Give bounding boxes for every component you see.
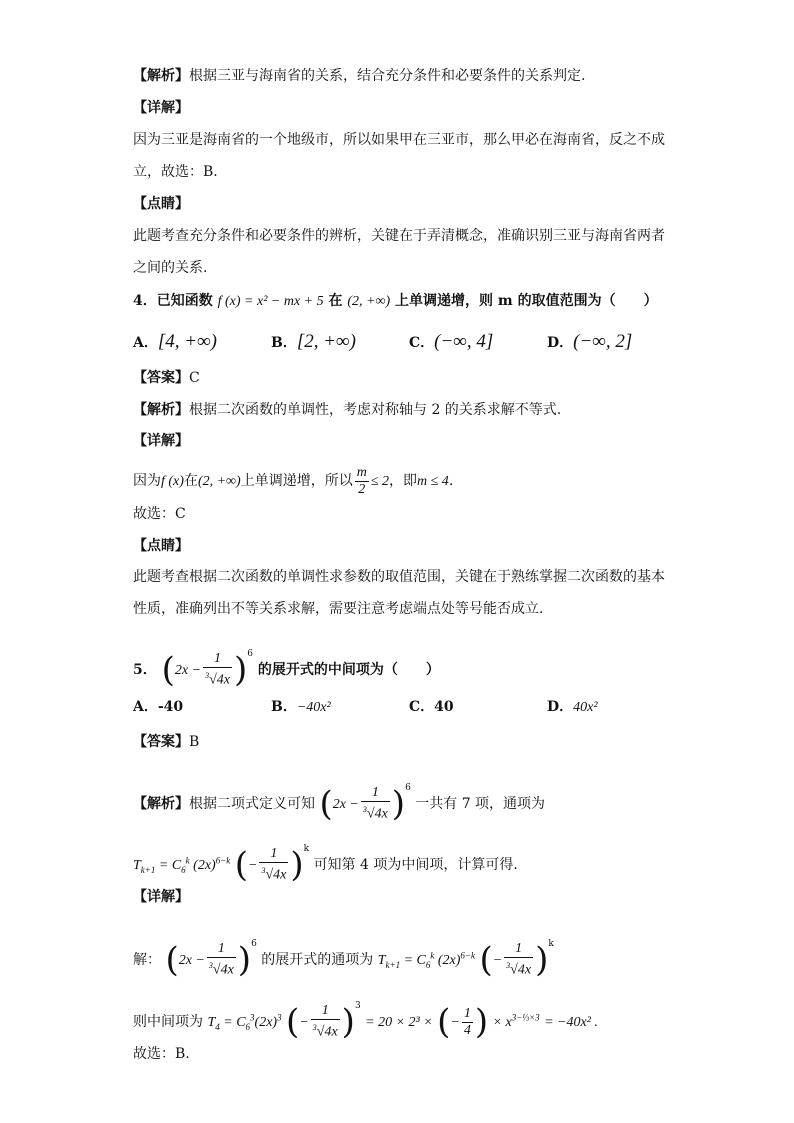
q5-answer-value: B bbox=[189, 734, 200, 750]
q4-detail-inequality: ≤ 2 bbox=[370, 474, 390, 489]
q5-general-term-line: $T_{k+1} = C_6^k$ $(2x)^{6-k}$ (− $\frac{1}{^3√4x}$ )$^k$ 可知第 4 项为中间项，计算可得. bbox=[133, 844, 518, 885]
analysis-tag: 【解析】 bbox=[133, 402, 189, 418]
q4-detail-mid: 上单调递增，所以 bbox=[240, 473, 353, 489]
q5-number: 5． bbox=[133, 662, 157, 678]
q4-stem-post: 上单调递增，则 m 的取值范围为（ ） bbox=[395, 293, 658, 309]
q4-comment-line2: 性质，准确列出不等关系求解，需要注意考虑端点处等号能否成立. bbox=[133, 601, 544, 617]
q3-detail-tag-line bbox=[133, 98, 189, 118]
analysis-tag: 【解析】 bbox=[133, 796, 189, 812]
q4-option-b-label: B． bbox=[271, 335, 297, 351]
q4-detail-end: . bbox=[448, 473, 454, 489]
q4-detail-pre: 因为 bbox=[133, 473, 161, 489]
q4-detail-function: f (x) bbox=[161, 474, 184, 489]
q5-general-term-post: 可知第 4 项为中间项，计算可得. bbox=[313, 857, 518, 873]
q5-option-d bbox=[547, 696, 598, 716]
q5-detail-mid: 的展开式的通项为 bbox=[261, 952, 374, 968]
q5-analysis-line: 【解析】根据二项式定义可知 (2x − $\frac{1}{^3√4x}$ )$^6$ 一共有 7 项，通项为 bbox=[133, 783, 546, 824]
q5-conclusion: 故选：B. bbox=[133, 1046, 190, 1062]
q4-comment-line1: 此题考查根据二次函数的单调性求参数的取值范围，关键在于熟练掌握二次函数的基本 bbox=[133, 569, 665, 585]
q5-option-c-value: 40 bbox=[434, 699, 454, 715]
answer-tag: 【答案】 bbox=[133, 370, 189, 386]
q4-detail-in: 在 bbox=[183, 473, 198, 489]
q4-function: f (x) = x² − mx + 5 bbox=[217, 294, 324, 309]
q5-detail-line: 解： (2x − $\frac{1}{^3√4x}$ )$^6$ 的展开式的通项为 $T_{k+1} = C_6^k$ $(2x)^{6-k}$ (− $\frac{1}{^3√4x}$ )$^k$ bbox=[133, 939, 554, 980]
q4-option-d-label: D． bbox=[547, 335, 574, 351]
q4-detail-line bbox=[133, 464, 453, 499]
q5-option-c-label: C． bbox=[409, 699, 435, 715]
q4-detail-tag-line bbox=[133, 431, 189, 451]
q5-middle-term-line: 则中间项为 $T_4 = C_6^3(2x)^3$ (− $\frac{1}{^3√4x}$ )$^3$ = 20 × 2³ × (− $\frac{1}{4}$ ) × $x^{3-\frac{1}{3}\times 3} = -40x^2$ . bbox=[133, 1001, 598, 1042]
q4-comment-tag-line bbox=[133, 536, 189, 556]
q4-option-b-value: [2, +∞) bbox=[296, 331, 356, 352]
q4-analysis-text: 根据二次函数的单调性，考虑对称轴与 2 的关系求解不等式. bbox=[189, 402, 562, 418]
q4-detail-result: m ≤ 4 bbox=[417, 474, 449, 489]
q5-detail-pre: 解： bbox=[133, 952, 161, 968]
q4-option-d bbox=[547, 331, 632, 353]
q4-fraction-denominator: 2 bbox=[358, 481, 366, 497]
q4-answer-line bbox=[133, 368, 200, 388]
q4-option-a bbox=[133, 331, 217, 353]
q5-middle-eq: = 20 × 2³ × bbox=[365, 1015, 433, 1030]
q4-fraction-numerator: m bbox=[356, 464, 367, 480]
q4-option-b bbox=[271, 331, 356, 353]
q5-stem-post: 的展开式的中间项为（ ） bbox=[257, 662, 440, 678]
q4-conclusion: 故选：C bbox=[133, 506, 186, 522]
q4-option-c-label: C． bbox=[409, 335, 435, 351]
detail-tag: 【详解】 bbox=[133, 889, 189, 905]
comment-tag: 【点睛】 bbox=[133, 196, 189, 212]
q3-comment-line2: 之间的关系. bbox=[133, 260, 208, 276]
q3-detail-line2: 立，故选：B. bbox=[133, 164, 218, 180]
q4-option-c-value: (−∞, 4] bbox=[434, 331, 494, 352]
q4-detail-fraction bbox=[355, 465, 369, 498]
q4-stem bbox=[133, 291, 658, 312]
q5-option-c bbox=[409, 696, 454, 716]
q5-stem: 5． (2x − $\frac{1}{^3√4x}$ )$^6$ 的展开式的中间项为（ ） bbox=[133, 649, 440, 690]
q5-answer-line bbox=[133, 732, 199, 752]
q4-option-a-value: [4, +∞) bbox=[157, 331, 217, 352]
q3-analysis-line bbox=[133, 66, 585, 86]
q4-interval: (2, +∞) bbox=[347, 294, 391, 309]
comment-tag: 【点睛】 bbox=[133, 538, 189, 554]
q5-detail-tag-line bbox=[133, 887, 189, 907]
q5-analysis-pre: 根据二项式定义可知 bbox=[189, 796, 315, 812]
q5-middle-pre: 则中间项为 bbox=[133, 1014, 203, 1030]
q5-option-b bbox=[271, 696, 331, 716]
q5-middle-end: = −40x² . bbox=[544, 1015, 598, 1030]
q4-option-d-value: (−∞, 2] bbox=[573, 331, 633, 352]
q5-option-a-value: -40 bbox=[157, 699, 184, 715]
q3-comment-line1: 此题考查充分条件和必要条件的辨析，关键在于弄清概念，准确识别三亚与海南省两者 bbox=[133, 228, 665, 244]
q4-detail-interval: (2, +∞) bbox=[197, 474, 241, 489]
q5-option-a-label: A． bbox=[133, 699, 158, 715]
q5-option-d-value: 40x² bbox=[573, 700, 598, 715]
analysis-tag: 【解析】 bbox=[133, 68, 189, 84]
q4-detail-post: ，即 bbox=[389, 473, 418, 489]
q4-stem-mid: 在 bbox=[328, 293, 343, 309]
q5-option-a bbox=[133, 696, 183, 716]
q5-option-b-label: B． bbox=[271, 699, 297, 715]
q3-comment-tag-line bbox=[133, 194, 189, 214]
answer-tag: 【答案】 bbox=[133, 734, 189, 750]
q5-option-b-value: −40x² bbox=[296, 700, 331, 715]
q4-option-c bbox=[409, 331, 493, 353]
detail-tag: 【详解】 bbox=[133, 100, 189, 116]
detail-tag: 【详解】 bbox=[133, 433, 189, 449]
q3-detail-line1: 因为三亚是海南省的一个地级市，所以如果甲在三亚市，那么甲必在海南省，反之不成 bbox=[133, 132, 665, 148]
q4-stem-pre: 4．已知函数 bbox=[133, 293, 213, 309]
q3-analysis-text: 根据三亚与海南省的关系，结合充分条件和必要条件的关系判定. bbox=[189, 68, 586, 84]
q5-option-d-label: D． bbox=[547, 699, 574, 715]
q4-answer-value: C bbox=[189, 370, 200, 386]
q4-analysis-line bbox=[133, 400, 561, 420]
q4-option-a-label: A． bbox=[133, 335, 158, 351]
q5-analysis-post: 一共有 7 项，通项为 bbox=[415, 796, 546, 812]
